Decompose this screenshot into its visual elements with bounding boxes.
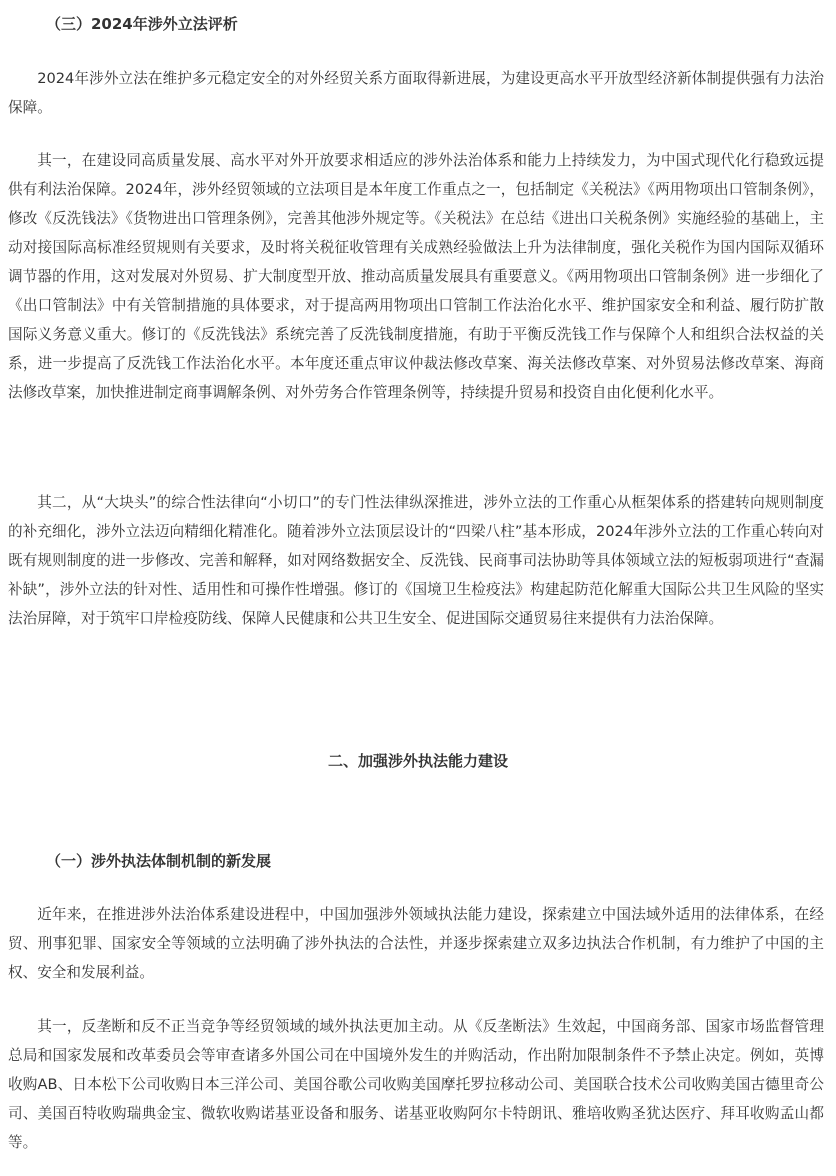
paragraph-intro: 2024年涉外立法在维护多元稳定安全的对外经贸关系方面取得新进展，为建设更高水平开放型经济新体制提供强有力法治保障。	[8, 70, 824, 116]
chapter-2-heading: 二、加强涉外执法能力建设	[327, 752, 508, 770]
section-3-heading: （三）2024年涉外立法评析	[46, 15, 238, 33]
paragraph-antitrust: 其一，反垄断和反不正当竞争等经贸领域的域外执法更加主动。从《反垄断法》生效起，中国商务部、国家市场监督管理总局和国家发展和改革委员会等审查诸多外国公司在中国境外发生的并购活动，作出附加限制条件不予禁止决定。例如，英博收购AB、日本松下公司收购日本三洋公司、美国谷歌公司收购美国摩托罗拉移动公司、美国联合技术公司收购美国古德里奇公司、美国百特收购瑞典金宝、微软收购诺基亚设备和服务、诺基亚收购阿尔卡特朗讯、雅培收购圣犹达医疗、拜耳收购孟山都等。	[8, 1018, 824, 1151]
section-1-heading: （一）涉外执法体制机制的新发展	[46, 852, 272, 870]
paragraph-point-one: 其一，在建设同高质量发展、高水平对外开放要求相适应的涉外法治体系和能力上持续发力，为中国式现代化行稳致远提供有利法治保障。2024年，涉外经贸领域的立法项目是本年度工作重点之一，包括制定《关税法》《两用物项出口管制条例》，修改《反洗钱法》《货物进出口管理条例》，完善其他涉外规定等。《关税法》在总结《进出口关税条例》实施经验的基础上，主动对接国际高标准经贸规则有关要求，及时将关税征收管理有关成熟经验做法上升为法律制度，强化关税作为国内国际双循环调节器的作用，这对发展对外贸易、扩大制度型开放、推动高质量发展具有重要意义。《两用物项出口管制条例》进一步细化了《出口管制法》中有关管制措施的具体要求，对于提高两用物项出口管制工作法治化水平、维护国家安全和利益、履行防扩散国际义务意义重大。修订的《反洗钱法》系统完善了反洗钱制度措施，有助于平衡反洗钱工作与保障个人和组织合法权益的关系，进一步提高了反洗钱工作法治化水平。本年度还重点审议仲裁法修改草案、海关法修改草案、对外贸易法修改草案、海商法修改草案，加快推进制定商事调解条例、对外劳务合作管理条例等，持续提升贸易和投资自由化便利化水平。	[8, 152, 824, 401]
paragraph-recent-years: 近年来，在推进涉外法治体系建设进程中，中国加强涉外领域执法能力建设，探索建立中国法域外适用的法律体系，在经贸、刑事犯罪、国家安全等领域的立法明确了涉外执法的合法性，并逐步探索建立双多边执法合作机制，有力维护了中国的主权、安全和发展利益。	[8, 906, 824, 981]
paragraph-point-two: 其二，从“大块头”的综合性法律向“小切口”的专门性法律纵深推进，涉外立法的工作重心从框架体系的搭建转向规则制度的补充细化，涉外立法迈向精细化精准化。随着涉外立法顶层设计的“四梁八柱”基本形成，2024年涉外立法的工作重心转向对既有规则制度的进一步修改、完善和解释，如对网络数据安全、反洗钱、民商事司法协助等具体领域立法的短板弱项进行“查漏补缺”，涉外立法的针对性、适用性和可操作性增强。修订的《国境卫生检疫法》构建起防范化解重大国际公共卫生风险的坚实法治屏障，对于筑牢口岸检疫防线、保障人民健康和公共卫生安全、促进国际交通贸易往来提供有力法治保障。	[8, 494, 824, 627]
